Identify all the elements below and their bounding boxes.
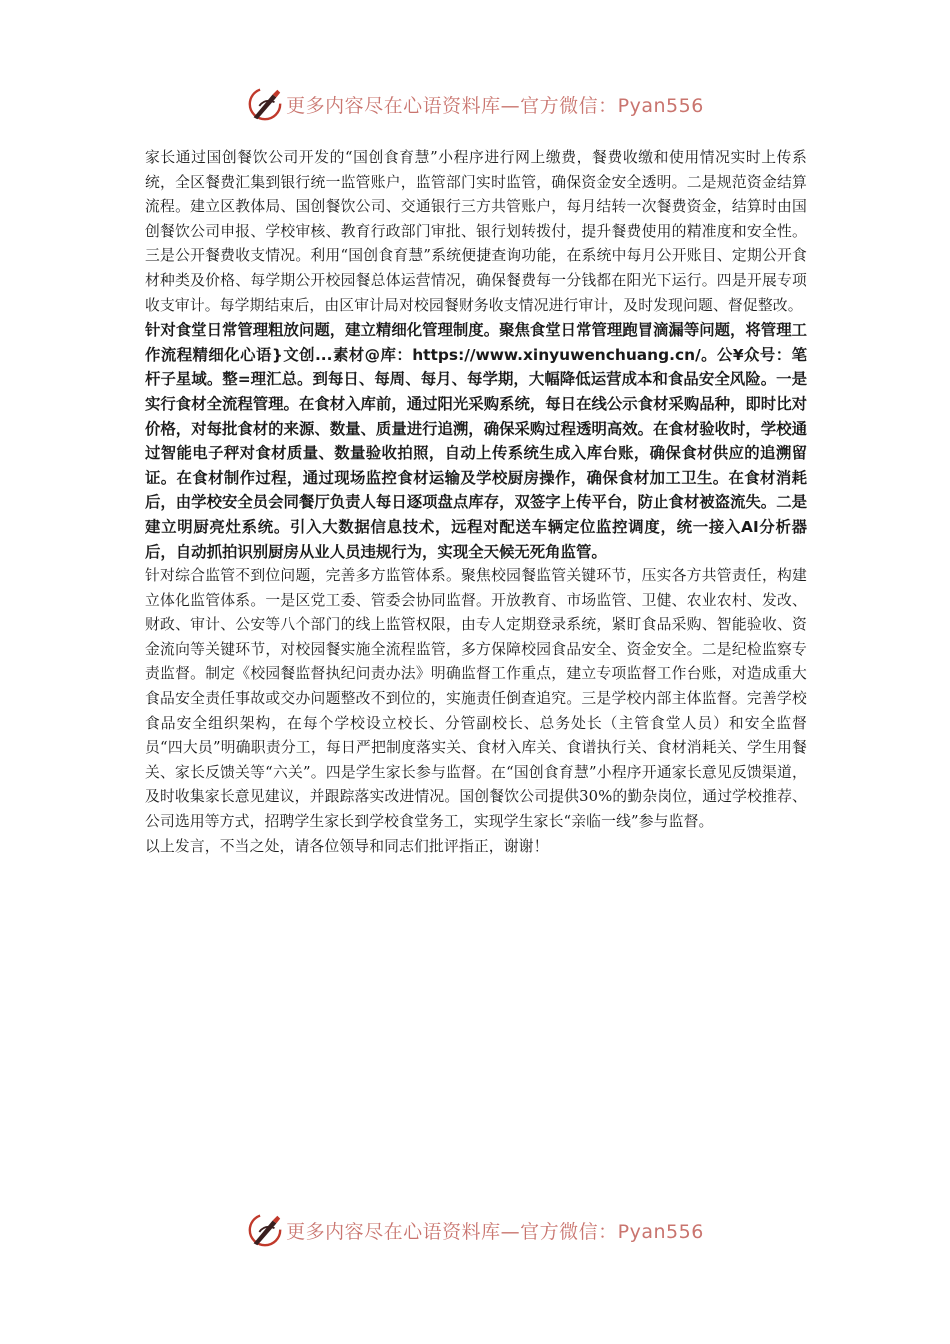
paragraph-comprehensive-supervision: 针对综合监管不到位问题，完善多方监管体系。聚焦校园餐监管关键环节，压实各方共管责任，构建立体化监管体系。一是区党工委、管委会协同监督。开放教育、市场监管、卫健、农业农村、发改、财政、审计、公安等八个部门的线上监管权限，由专人定期登录系统，紧盯食品采购、智能验收、资金流向等关键环节，对校园餐实施全流程监管，多方保障校园食品安全、资金安全。二是纪检监察专责监督。制定《校园餐监督执纪问责办法》明确监督工作重点，建立专项监督工作台账，对造成重大食品安全责任事故或交办问题整改不到位的，实施责任倒查追究。三是学校内部主体监督。完善学校食品安全组织架构，在每个学校设立校长、分管副校长、总务处长（主管食堂人员）和安全监督员“四大员”明确职责分工，每日严把制度落实关、食材入库关、食谱执行关、食材消耗关、学生用餐关、家长反馈关等“六关”。四是学生家长参与监督。在“国创食育慧”小程序开通家长意见反馈渠道，及时收集家长意见建议，并跟踪落实改进情况。国创餐饮公司提供30%的勤杂岗位，通过学校推荐、公司选用等方式，招聘学生家长到学校食堂务工，实现学生家长“亲临一线”参与监督。	[145, 567, 807, 831]
pen-logo-icon	[246, 85, 284, 123]
footer-banner-text: 更多内容尽在心语资料库—官方微信：Pyan556	[286, 1220, 704, 1243]
header-banner	[0, 84, 950, 124]
footer-banner	[0, 1210, 950, 1250]
paragraph-canteen-management: 针对食堂日常管理粗放问题，建立精细化管理制度。聚焦食堂日常管理跑冒滴漏等问题，将管理工作流程精细化心语}文创...素材@库：https://www.xinyuwenchuang.cn/。公¥众号：笔杆子星域。整=理汇总。到每日、每周、每月、每学期，大幅降低运营成本和食品安全风险。一是实行食材全流程管理。在食材入库前，通过阳光采购系统，每日在线公示食材采购品种，即时比对价格，对每批食材的来源、数量、质量进行追溯，确保采购过程透明高效。在食材验收时，学校通过智能电子秤对食材质量、数量验收拍照，自动上传系统生成入库台账，确保食材供应的追溯留证。在食材制作过程，通过现场监控食材运输及学校厨房操作，确保食材加工卫生。在食材消耗后，由学校安全员会同餐厅负责人每日逐项盘点库存，双签字上传平台，防止食材被盗流失。二是建立明厨亮灶系统。引入大数据信息技术，远程对配送车辆定位监控调度，统一接入AI分析器后，自动抓拍识别厨房从业人员违规行为，实现全天候无死角监管。	[145, 321, 807, 561]
paragraph-closing-remarks: 以上发言，不当之处，请各位领导和同志们批评指正，谢谢！	[145, 837, 549, 855]
header-banner-text: 更多内容尽在心语资料库—官方微信：Pyan556	[286, 94, 704, 117]
document-body	[145, 146, 807, 859]
paragraph-fund-supervision: 家长通过国创餐饮公司开发的“国创食育慧”小程序进行网上缴费，餐费收缴和使用情况实时上传系统，全区餐费汇集到银行统一监管账户，监管部门实时监管，确保资金安全透明。二是规范资金结算流程。建立区教体局、国创餐饮公司、交通银行三方共管账户，每月结转一次餐费资金，结算时由国创餐饮公司申报、学校审核、教育行政部门审批、银行划转拨付，提升餐费使用的精准度和安全性。三是公开餐费收支情况。利用“国创食育慧”系统便捷查询功能，在系统中每月公开账目、定期公开食材种类及价格、每学期公开校园餐总体运营情况，确保餐费每一分钱都在阳光下运行。四是开展专项收支审计。每学期结束后，由区审计局对校园餐财务收支情况进行审计，及时发现问题、督促整改。	[145, 149, 807, 314]
pen-logo-icon	[246, 1211, 284, 1249]
